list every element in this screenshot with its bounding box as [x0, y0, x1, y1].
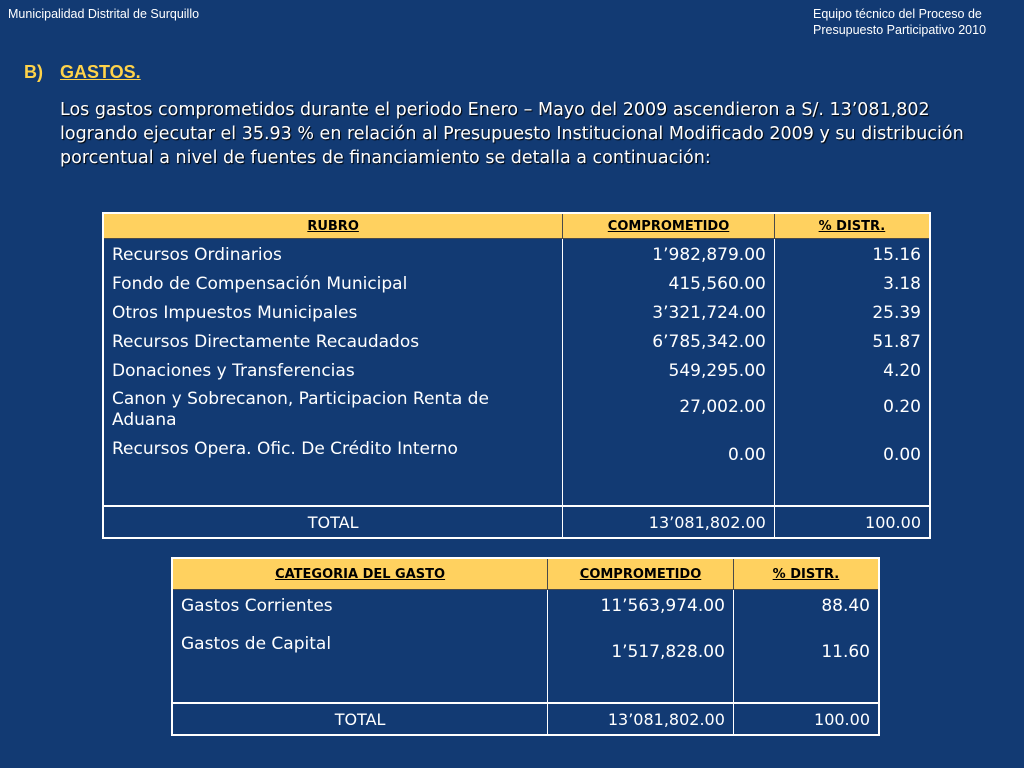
- table-cell: 1’982,879.00: [652, 245, 766, 265]
- amount-cell: [548, 590, 734, 704]
- table-cell: Canon y Sobrecanon, Participacion Renta de Aduana: [112, 389, 489, 430]
- total-pct: 100.00: [774, 506, 930, 538]
- total-label: TOTAL: [172, 703, 548, 735]
- section-title: GASTOS.: [60, 62, 141, 82]
- intro-paragraph: Los gastos comprometidos durante el periodo Enero – Mayo del 2009 ascendieron a S/. 13’081,802 logrando ejecutar el 35.93 % en relación al Presupuesto Institucional Modificado 2009 y su distribución porcentual a nivel de fuentes de financiamiento se detalla a continuación:: [60, 100, 964, 168]
- pct-cell: [774, 239, 930, 507]
- column-header-comprometido: COMPROMETIDO: [548, 558, 734, 590]
- column-header-comprometido: COMPROMETIDO: [563, 213, 775, 239]
- table-cell: 0.20: [883, 397, 921, 417]
- table-cell: 1’517,828.00: [611, 642, 725, 662]
- table-cell: 3’321,724.00: [652, 303, 766, 323]
- pct-cell: [733, 590, 879, 704]
- table-cell: 51.87: [872, 332, 921, 352]
- table-cell: 549,295.00: [668, 361, 766, 381]
- rubro-cell: [103, 239, 563, 507]
- table-cell: 415,560.00: [668, 274, 766, 294]
- total-amount: 13’081,802.00: [563, 506, 775, 538]
- amount-cell: [563, 239, 775, 507]
- column-header-categoria: CATEGORIA DEL GASTO: [172, 558, 548, 590]
- table-cell: 0.00: [883, 445, 921, 465]
- table-cell: 3.18: [883, 274, 921, 294]
- section-heading: [24, 62, 141, 83]
- table-cell: 4.20: [883, 361, 921, 381]
- total-pct: 100.00: [733, 703, 879, 735]
- table-cell: Recursos Ordinarios: [112, 245, 282, 265]
- table-cell: 15.16: [872, 245, 921, 265]
- table-body-row: [172, 590, 879, 704]
- table-cell: 88.40: [821, 596, 870, 616]
- total-row: [172, 703, 879, 735]
- table-cell: Gastos Corrientes: [181, 596, 333, 616]
- table-cell: Recursos Directamente Recaudados: [112, 332, 420, 352]
- table-cell: 25.39: [872, 303, 921, 323]
- funding-sources-table: [102, 212, 931, 539]
- category-cell: [172, 590, 548, 704]
- table-cell: Gastos de Capital: [181, 634, 332, 654]
- section-letter: B): [24, 62, 43, 82]
- column-header-distribution: % DISTR.: [733, 558, 879, 590]
- header-left-text: Municipalidad Distrital de Surquillo: [8, 7, 200, 21]
- expense-category-table: [171, 557, 880, 736]
- table-cell: 27,002.00: [679, 397, 766, 417]
- header-right-text: Equipo técnico del Proceso de Presupuesto Participativo 2010: [813, 7, 987, 37]
- table-cell: Otros Impuestos Municipales: [112, 303, 358, 323]
- total-amount: 13’081,802.00: [548, 703, 734, 735]
- column-header-rubro: RUBRO: [103, 213, 563, 239]
- table-body-row: [103, 239, 930, 507]
- table-cell: 11.60: [821, 642, 870, 662]
- table-cell: Fondo de Compensación Municipal: [112, 274, 408, 294]
- table-cell: 11’563,974.00: [600, 596, 725, 616]
- table-cell: 6’785,342.00: [652, 332, 766, 352]
- column-header-distribution: % DISTR.: [774, 213, 930, 239]
- total-row: [103, 506, 930, 538]
- table-cell: Recursos Opera. Ofic. De Crédito Interno: [112, 439, 458, 459]
- total-label: TOTAL: [103, 506, 563, 538]
- table-cell: Donaciones y Transferencias: [112, 361, 355, 381]
- table-cell: 0.00: [727, 445, 766, 465]
